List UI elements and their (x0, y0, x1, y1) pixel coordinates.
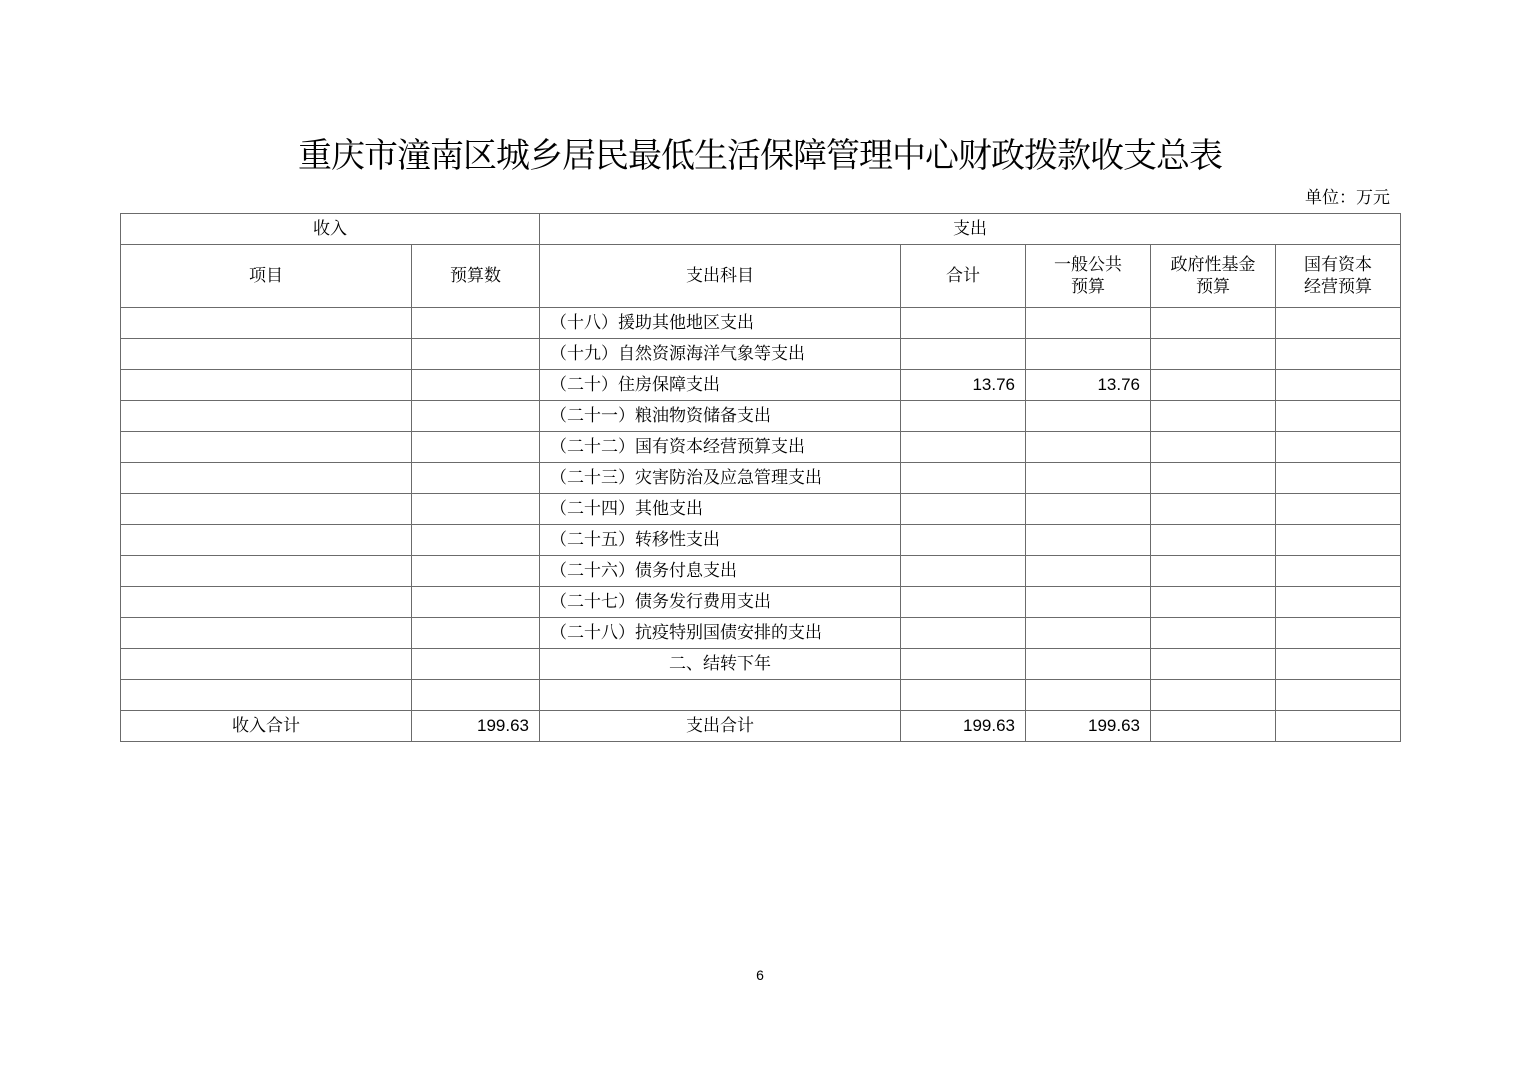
totals-row (121, 711, 1401, 742)
cell-subject: （二十二）国有资本经营预算支出 (540, 432, 901, 463)
cell-general-budget (1026, 432, 1151, 463)
cell-total (901, 556, 1026, 587)
cell-total (901, 463, 1026, 494)
cell-fund-budget (1151, 587, 1276, 618)
cell-budget (412, 649, 540, 680)
cell-state-capital-budget (1276, 556, 1401, 587)
cell-general-budget (1026, 649, 1151, 680)
cell-budget (412, 308, 540, 339)
cell-state-capital-budget (1276, 649, 1401, 680)
header-general-budget: 一般公共 预算 (1026, 245, 1151, 308)
cell-budget (412, 556, 540, 587)
header-row-group (121, 214, 1401, 245)
table-row (121, 463, 1401, 494)
cell-item (121, 525, 412, 556)
expense-state-total (1276, 711, 1401, 742)
cell-budget (412, 680, 540, 711)
table-row (121, 649, 1401, 680)
table-row (121, 401, 1401, 432)
cell-fund-budget (1151, 308, 1276, 339)
table-row (121, 680, 1401, 711)
cell-total (901, 308, 1026, 339)
cell-item (121, 587, 412, 618)
header-expense: 支出 (540, 214, 1401, 245)
cell-fund-budget (1151, 494, 1276, 525)
header-total: 合计 (901, 245, 1026, 308)
table-row (121, 339, 1401, 370)
table-row (121, 618, 1401, 649)
cell-general-budget (1026, 494, 1151, 525)
cell-item (121, 339, 412, 370)
cell-state-capital-budget (1276, 525, 1401, 556)
cell-general-budget (1026, 680, 1151, 711)
cell-fund-budget (1151, 463, 1276, 494)
cell-state-capital-budget (1276, 494, 1401, 525)
cell-item (121, 370, 412, 401)
expense-total-label: 支出合计 (540, 711, 901, 742)
cell-fund-budget (1151, 618, 1276, 649)
header-item: 项目 (121, 245, 412, 308)
header-fund-budget: 政府性基金 预算 (1151, 245, 1276, 308)
cell-fund-budget (1151, 525, 1276, 556)
cell-budget (412, 494, 540, 525)
cell-general-budget: 13.76 (1026, 370, 1151, 401)
document-title: 重庆市潼南区城乡居民最低生活保障管理中心财政拨款收支总表 (298, 136, 1222, 176)
cell-general-budget (1026, 587, 1151, 618)
cell-state-capital-budget (1276, 587, 1401, 618)
cell-budget (412, 370, 540, 401)
cell-state-capital-budget (1276, 618, 1401, 649)
cell-total (901, 587, 1026, 618)
cell-budget (412, 401, 540, 432)
header-income: 收入 (121, 214, 540, 245)
cell-item (121, 649, 412, 680)
cell-general-budget (1026, 618, 1151, 649)
cell-subject: （二十一）粮油物资储备支出 (540, 401, 901, 432)
cell-budget (412, 525, 540, 556)
cell-total (901, 494, 1026, 525)
cell-state-capital-budget (1276, 680, 1401, 711)
cell-general-budget (1026, 339, 1151, 370)
table-row (121, 432, 1401, 463)
expense-fund-total (1151, 711, 1276, 742)
budget-summary-table (120, 213, 1401, 742)
table-row (121, 587, 1401, 618)
table-row (121, 525, 1401, 556)
cell-state-capital-budget (1276, 401, 1401, 432)
cell-subject: （二十）住房保障支出 (540, 370, 901, 401)
cell-fund-budget (1151, 401, 1276, 432)
cell-subject: （二十八）抗疫特别国债安排的支出 (540, 618, 901, 649)
cell-fund-budget (1151, 339, 1276, 370)
cell-budget (412, 339, 540, 370)
cell-subject: （二十五）转移性支出 (540, 525, 901, 556)
cell-subject: （二十四）其他支出 (540, 494, 901, 525)
income-total-label: 收入合计 (121, 711, 412, 742)
cell-fund-budget (1151, 432, 1276, 463)
header-row-columns (121, 245, 1401, 308)
cell-budget (412, 587, 540, 618)
cell-item (121, 618, 412, 649)
cell-budget (412, 618, 540, 649)
cell-state-capital-budget (1276, 432, 1401, 463)
cell-general-budget (1026, 463, 1151, 494)
cell-item (121, 432, 412, 463)
cell-state-capital-budget (1276, 339, 1401, 370)
cell-total (901, 618, 1026, 649)
cell-total: 13.76 (901, 370, 1026, 401)
cell-total (901, 680, 1026, 711)
cell-budget (412, 463, 540, 494)
income-total-value: 199.63 (412, 711, 540, 742)
cell-general-budget (1026, 401, 1151, 432)
cell-general-budget (1026, 308, 1151, 339)
cell-state-capital-budget (1276, 370, 1401, 401)
expense-general-total: 199.63 (1026, 711, 1151, 742)
table-row (121, 556, 1401, 587)
cell-fund-budget (1151, 370, 1276, 401)
cell-subject: （二十七）债务发行费用支出 (540, 587, 901, 618)
cell-fund-budget (1151, 649, 1276, 680)
cell-subject (540, 680, 901, 711)
cell-subject: 二、结转下年 (540, 649, 901, 680)
cell-general-budget (1026, 525, 1151, 556)
cell-fund-budget (1151, 680, 1276, 711)
cell-item (121, 463, 412, 494)
table-row (121, 370, 1401, 401)
cell-total (901, 339, 1026, 370)
cell-general-budget (1026, 556, 1151, 587)
cell-fund-budget (1151, 556, 1276, 587)
cell-total (901, 432, 1026, 463)
cell-total (901, 525, 1026, 556)
cell-item (121, 494, 412, 525)
cell-subject: （二十六）债务付息支出 (540, 556, 901, 587)
cell-budget (412, 432, 540, 463)
table-body (121, 308, 1401, 711)
page-number: 6 (756, 967, 764, 983)
header-state-capital-budget: 国有资本 经营预算 (1276, 245, 1401, 308)
table-row (121, 308, 1401, 339)
cell-state-capital-budget (1276, 308, 1401, 339)
cell-total (901, 649, 1026, 680)
cell-subject: （二十三）灾害防治及应急管理支出 (540, 463, 901, 494)
cell-subject: （十九）自然资源海洋气象等支出 (540, 339, 901, 370)
table-row (121, 494, 1401, 525)
cell-subject: （十八）援助其他地区支出 (540, 308, 901, 339)
unit-label: 单位：万元 (1305, 188, 1390, 208)
cell-item (121, 401, 412, 432)
cell-state-capital-budget (1276, 463, 1401, 494)
cell-total (901, 401, 1026, 432)
expense-total-value: 199.63 (901, 711, 1026, 742)
header-budget: 预算数 (412, 245, 540, 308)
cell-item (121, 680, 412, 711)
cell-item (121, 308, 412, 339)
cell-item (121, 556, 412, 587)
header-subject: 支出科目 (540, 245, 901, 308)
